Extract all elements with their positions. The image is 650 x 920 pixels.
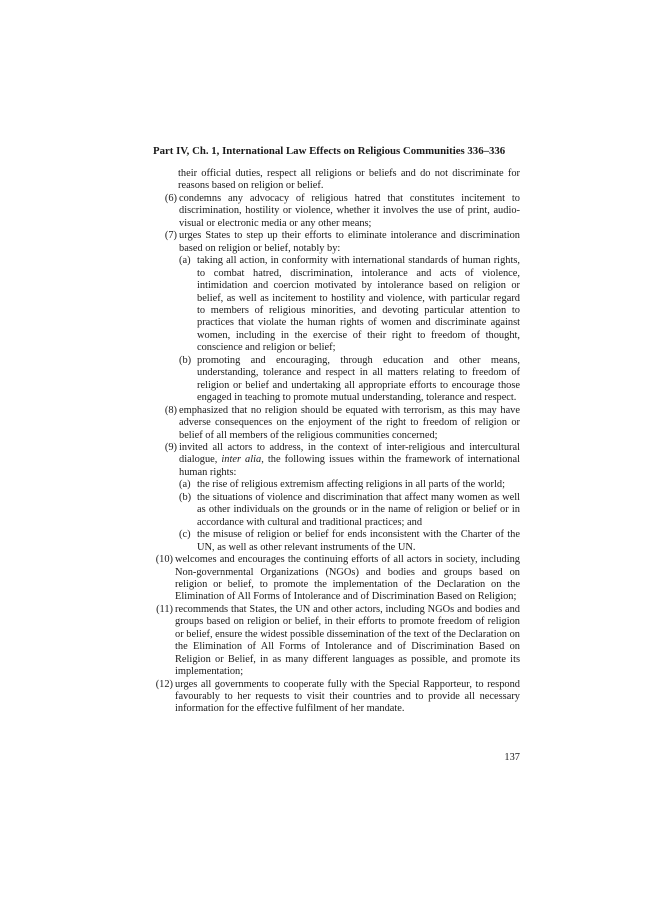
sub-item-text: taking all action, in conformity with international standards of human rights, to combat hatred, discrimination, intolerance and acts of violence, intimidation and coercion motivated by intolerance based on religion or belief, as well as incitement to hostility and violence, with particular regard to members of religious minorities, and devoting particular attention to practices that violate the human rights of women and discriminate against women, including in the exercise of their right to freedom of thought, conscience and religion or belief; [197, 255, 520, 354]
sub-item-label: (b) [179, 354, 192, 366]
list-item-11 [153, 604, 520, 679]
list-item-7 [153, 230, 520, 404]
sub-item-7a [179, 255, 520, 355]
item-text: invited all actors to address, in the context of inter-religious and intercultural dialogue, inter alia, the following issues within the framework of international human rights: [179, 441, 520, 478]
item-number: (7) [164, 230, 177, 242]
sub-item-label: (a) [179, 479, 191, 491]
sub-item-7b [179, 355, 520, 405]
page-number: 137 [504, 752, 520, 763]
item-number: (10) [155, 554, 173, 566]
item-number: (9) [164, 441, 177, 453]
item-text: urges States to step up their efforts to eliminate intolerance and discrimination based on religion or belief, notably by: [179, 230, 520, 254]
sub-item-text: the rise of religious extremism affecting religions in all parts of the world; [197, 479, 505, 491]
item-number: (6) [164, 192, 177, 204]
sub-item-9a [179, 479, 520, 491]
item-text: emphasized that no religion should be equated with terrorism, as this may have adverse consequences on the enjoyment of the right to freedom of religion or belief of all members of the religious communities concerned; [179, 404, 520, 441]
item-text: urges all governments to cooperate fully with the Special Rapporteur, to respond favourably to her requests to visit their countries and to provide all necessary information for the effective fulfilment of her mandate. [175, 678, 520, 715]
sub-item-text: promoting and encouraging, through education and other means, understanding, tolerance and respect in all matters relating to freedom of religion or belief and undertaking all appropriate efforts to encourage those engaged in teaching to promote mutual understanding, tolerance and respect. [197, 354, 520, 404]
italic-phrase: inter alia [221, 454, 262, 466]
sub-item-text: the misuse of religion or belief for ends inconsistent with the Charter of the UN, as well as other relevant instruments of the UN. [197, 529, 520, 553]
item-number: (12) [155, 678, 173, 690]
sub-item-9c [179, 529, 520, 554]
list-item-9 [153, 442, 520, 554]
sub-item-label: (b) [179, 491, 192, 503]
list-item-10 [153, 554, 520, 604]
item-number: (11) [156, 603, 173, 615]
sub-item-label: (a) [179, 255, 191, 267]
sub-item-label: (c) [179, 529, 191, 541]
list-item-12 [153, 679, 520, 716]
continued-paragraph: their official duties, respect all religions or beliefs and do not discriminate for reasons based on religion or belief. [178, 168, 520, 192]
running-header: Part IV, Ch. 1, International Law Effects on Religious Communities 336–336 [153, 145, 506, 157]
list-item-6 [153, 193, 520, 230]
document-page [153, 145, 520, 716]
item-text: welcomes and encourages the continuing efforts of all actors in society, including Non-governmental Organizations (NGOs) and bodies and groups based on religion or belief, to promote the implementation of the Declaration on the Elimination of All Forms of Intolerance and of Discrimination Based on Religion; [175, 554, 520, 603]
sub-item-text: the situations of violence and discrimination that affect many women as well as other individuals on the grounds or in the name of religion or belief or in accordance with cultural and traditional practices; and [197, 491, 520, 528]
item-text: recommends that States, the UN and other actors, including NGOs and bodies and groups based on religion or belief, in their efforts to promote freedom of religion or belief, ensure the widest possible dissemination of the text of the Declaration on the Elimination of All Forms of Intolerance and of Discrimination Based on Religion or Belief, in as many different languages as possible, and promote its implementation; [175, 603, 520, 678]
item-text: condemns any advocacy of religious hatred that constitutes incitement to discrimination, hostility or violence, whether it involves the use of print, audio-visual or electronic media or any other means; [179, 192, 520, 229]
sub-item-9b [179, 492, 520, 529]
list-item-8 [153, 405, 520, 442]
item-number: (8) [164, 404, 177, 416]
